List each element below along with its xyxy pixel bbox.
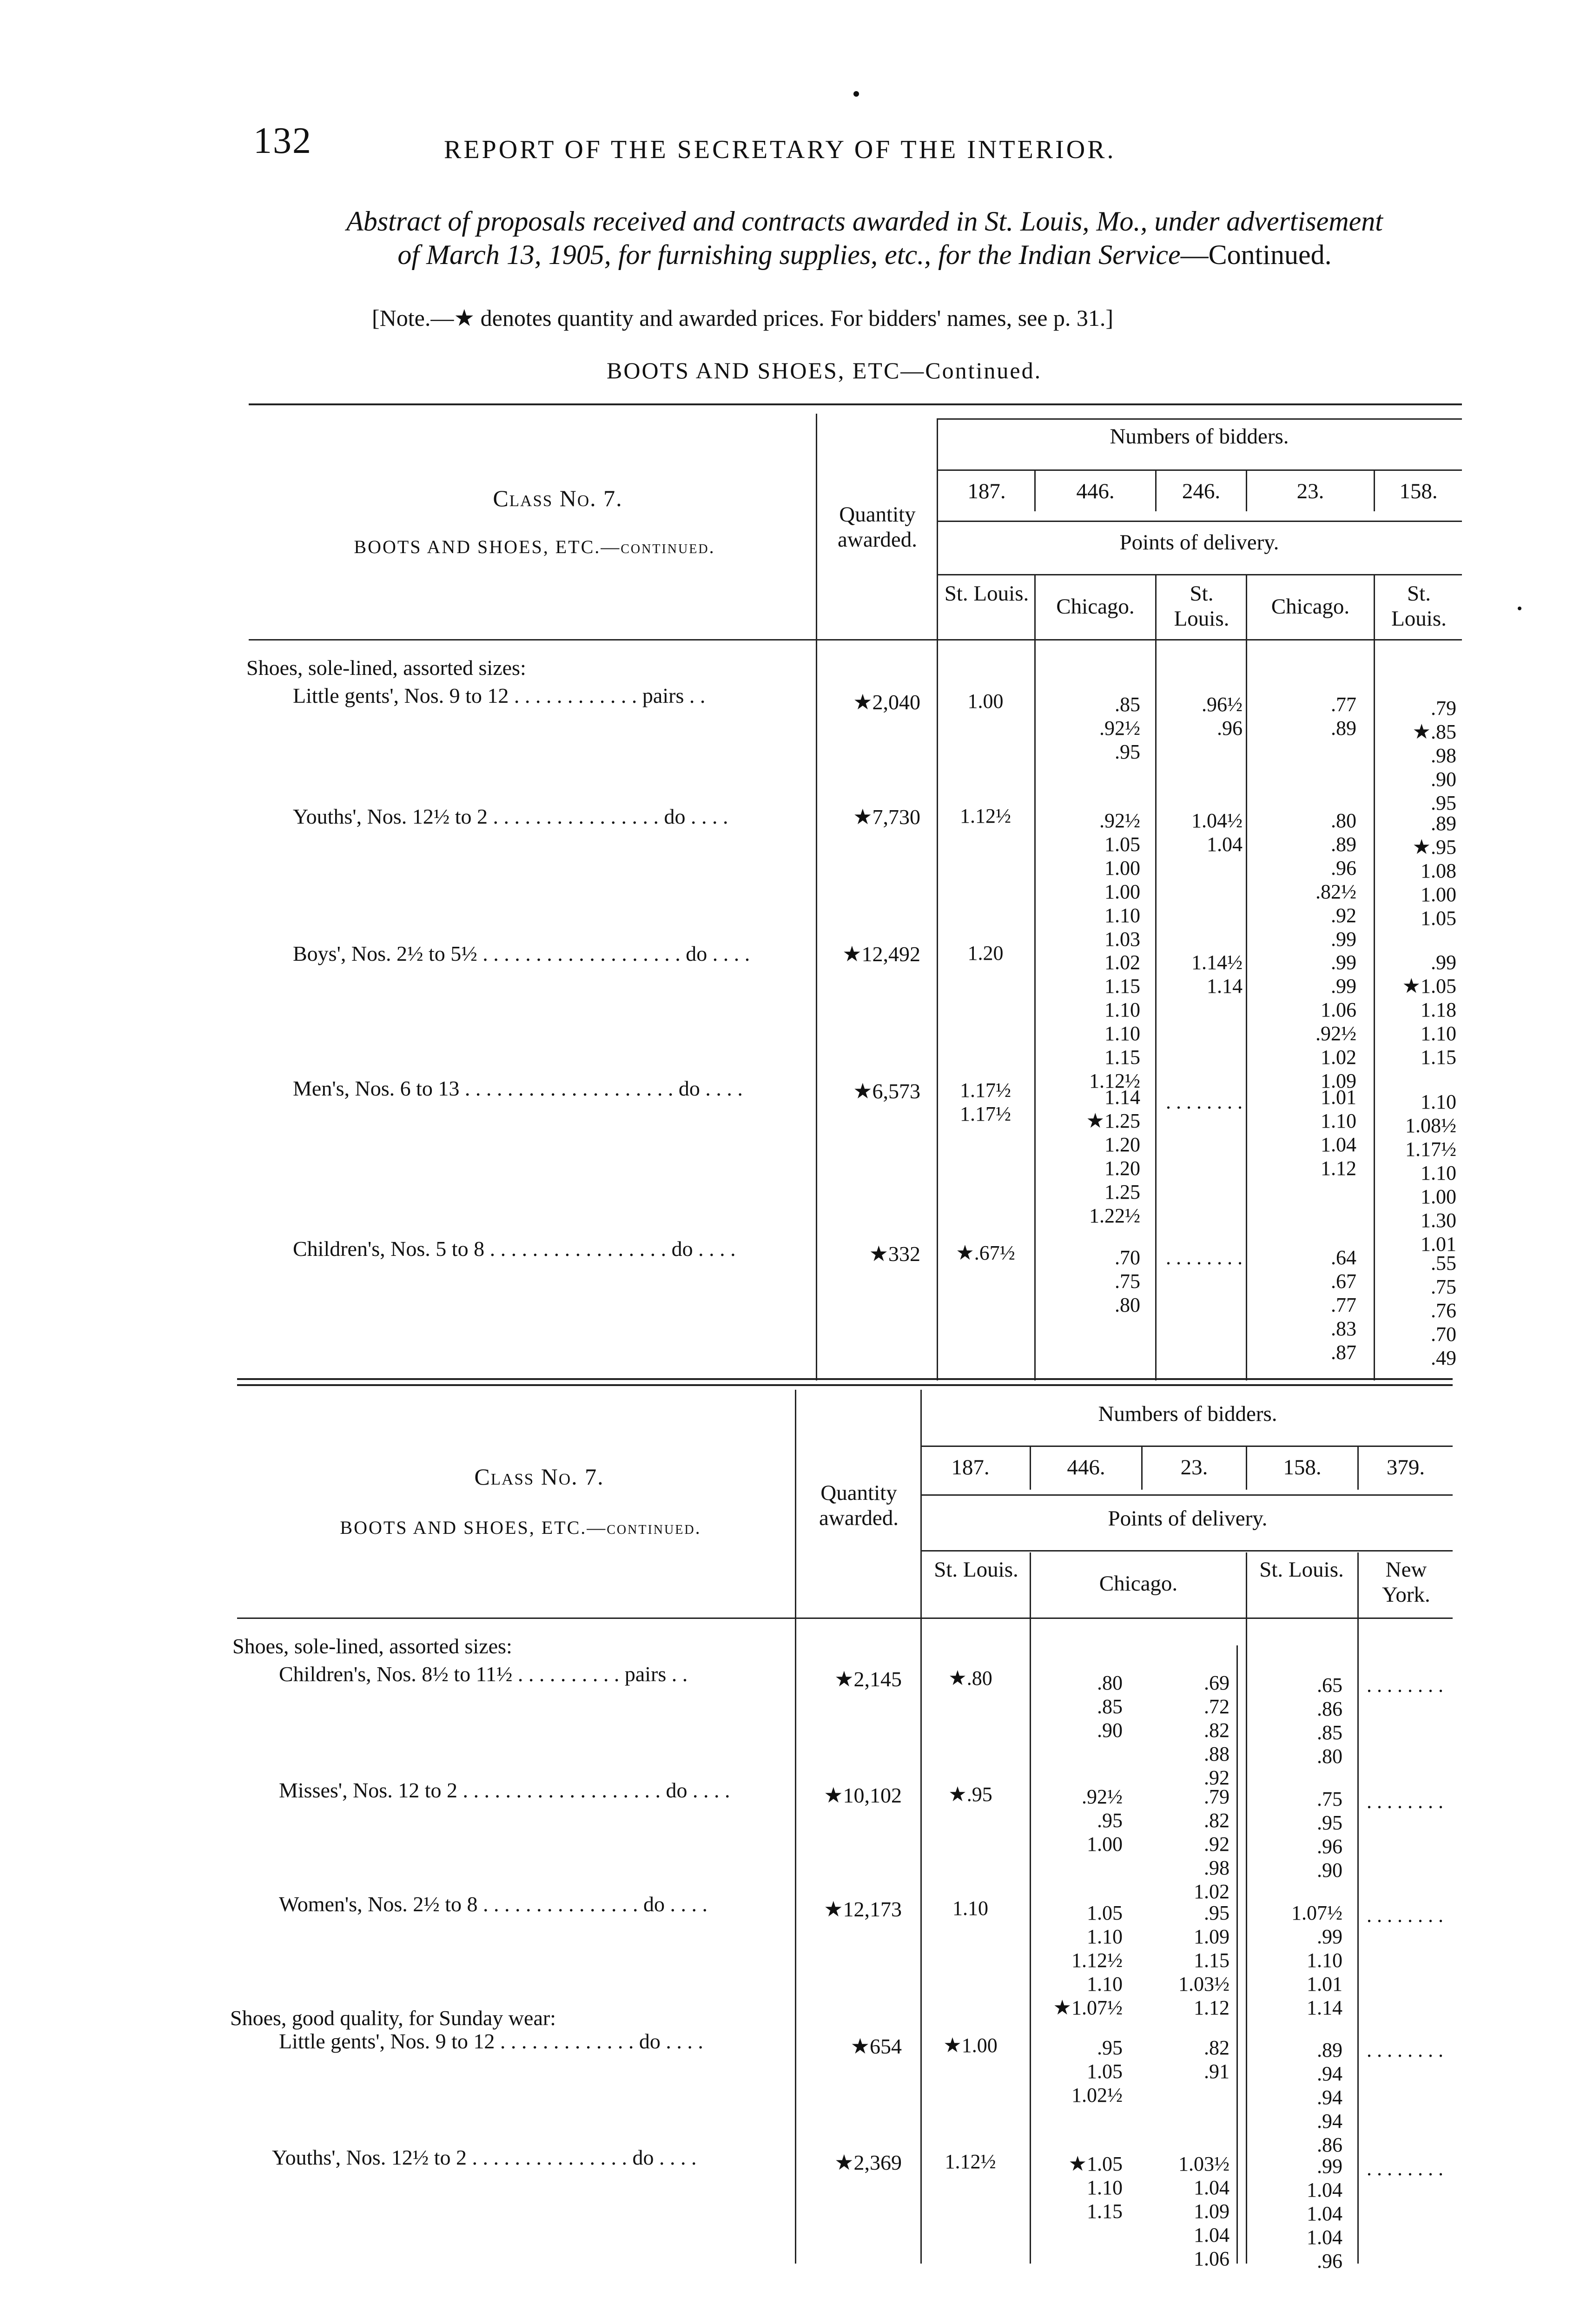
price-cell: 1.14 ★1.25 1.20 1.20 1.25 1.22½ [1086,1086,1140,1227]
table-1-class-label: Class No. 7. [493,485,623,511]
table-1-top-rule [249,403,1462,405]
note-line: [Note.—★ denotes quantity and awarded prices. For bidders' names, see p. 31.] [372,305,1114,331]
table-1-class-sub: BOOTS AND SHOES, ETC.—continued. [354,536,715,557]
price-cell: 1.07½ .99 1.10 1.01 1.14 [1291,1901,1342,2019]
table-1-hrule [937,521,1462,522]
table-2-vrule [1030,1552,1031,2264]
table-2-bidder: 158. [1283,1455,1322,1479]
price-cell: ★.95 [948,1783,992,1806]
table-2-delivery: St. Louis. [1259,1558,1344,1582]
abstract-line-2 [246,238,1483,271]
price-cell: .96½ .96 [1202,693,1243,739]
quantity-cell: ★2,040 [853,690,920,714]
price-cell: ★.67½ [956,1241,1015,1264]
abstract-line-2-italic: of March 13, 1905, for furnishing supplies, etc., for the Indian Service [397,239,1181,270]
table-1-hrule [937,469,1462,471]
table-1-bidders-header: Numbers of bidders. [1110,424,1289,449]
price-cell: . . . . . . . . [1367,1674,1443,1697]
table-1-qty-header: Quantity awarded. [838,502,917,552]
price-cell: 1.02 1.15 1.10 1.10 1.15 1.12½ [1089,951,1140,1092]
table-2-vrule [1236,1645,1238,2264]
price-cell: . . . . . . . . [1367,1790,1443,1813]
price-cell: . . . . . . . . [1166,1090,1243,1113]
table-1-bidder: 246. [1182,479,1221,503]
table-2-delivery-header: Points of delivery. [1108,1506,1268,1531]
table-2-group-heading: Shoes, sole-lined, assorted sizes: [232,1634,512,1658]
table-1-bidder: 23. [1296,479,1324,503]
table-1-hrule [937,418,1462,420]
table-2-delivery: Chicago. [1099,1571,1178,1596]
price-cell: 1.10 [952,1897,988,1920]
table-2-class-label: Class No. 7. [474,1464,604,1490]
table-1-bidder: 158. [1399,479,1438,503]
price-cell: .77 .89 [1331,693,1356,739]
price-cell: 1.05 1.10 1.12½ 1.10 ★1.07½ [1053,1901,1123,2019]
item-label: Little gents', Nos. 9 to 12 . . . . . . . . . . . . . do . . . . [279,2029,703,2053]
quantity-cell: ★332 [869,1242,920,1266]
price-cell: .89 .94 .94 .94 .86 [1317,2039,1342,2156]
item-label: Misses', Nos. 12 to 2 . . . . . . . . . . . . . . . . . . . do . . . . [279,1778,730,1802]
table-divider-rule [237,1384,1453,1386]
price-cell: .89 ★.95 1.08 1.00 1.05 [1412,812,1456,930]
price-cell: 1.17½ 1.17½ [960,1079,1011,1125]
price-cell: 1.01 1.10 1.04 1.12 [1321,1086,1356,1180]
price-cell: .55 .75 .76 .70 .49 [1431,1252,1456,1369]
table-2-hrule [920,1550,1453,1552]
abstract-caption [246,205,1483,271]
table-1-vrule [937,418,938,1380]
table-2-header-rule [237,1618,1453,1619]
item-label: Men's, Nos. 6 to 13 . . . . . . . . . . . . . . . . . . . . do . . . . [293,1076,743,1100]
price-cell: .85 .92½ .95 [1099,693,1140,763]
table-1-delivery: St. Louis. [1174,581,1230,631]
price-cell: ★.80 [948,1667,992,1690]
price-cell: .95 1.05 1.02½ [1071,2036,1123,2106]
item-label: Children's, Nos. 8½ to 11½ . . . . . . . . . . pairs . . [279,1662,688,1686]
running-title: REPORT OF THE SECRETARY OF THE INTERIOR. [444,135,1116,164]
item-label: Women's, Nos. 2½ to 8 . . . . . . . . . . . . . . . do . . . . [279,1892,708,1916]
price-cell: 1.10 1.08½ 1.17½ 1.10 1.00 1.30 1.01 [1405,1090,1456,1255]
price-cell: .69 .72 .82 .88 .92 [1204,1671,1230,1789]
price-cell: .64 .67 .77 .83 .87 [1331,1246,1356,1364]
quantity-cell: ★12,173 [824,1897,902,1921]
quantity-cell: ★7,730 [853,805,920,829]
price-cell: .82 .91 [1204,2036,1230,2083]
price-cell: ★1.00 [943,2034,998,2057]
section-title: BOOTS AND SHOES, ETC—Continued. [607,357,1042,383]
price-cell: .70 .75 .80 [1115,1246,1140,1316]
price-cell: .79 ★.85 .98 .90 .95 [1412,697,1456,814]
item-label: Youths', Nos. 12½ to 2 . . . . . . . . . . . . . . . . do . . . . [293,805,728,828]
table-1-bidder: 187. [967,479,1006,503]
table-1-vrule [816,414,817,1380]
table-2-delivery: St. Louis. [934,1558,1018,1582]
price-cell: .75 .95 .96 .90 [1317,1788,1342,1882]
abstract-line-2-end: —Continued. [1180,239,1332,270]
table-2-vrule [1357,1552,1359,2264]
table-1-delivery: Chicago. [1271,594,1350,619]
price-cell: 1.20 [967,942,1004,964]
table-1-hrule [937,574,1462,575]
item-label: Youths', Nos. 12½ to 2 . . . . . . . . . . . . . . . do . . . . [272,2146,697,2169]
price-cell: .92½ .95 1.00 [1082,1785,1123,1855]
table-2-hrule [920,1446,1453,1447]
table-1-delivery: St. Louis. [1391,581,1447,631]
price-cell: .65 .86 .85 .80 [1317,1674,1342,1768]
price-cell: 1.04½ 1.04 [1191,809,1243,856]
price-cell: .92½ 1.05 1.00 1.00 1.10 1.03 [1099,809,1140,951]
table-2-bidder: 446. [1067,1455,1105,1479]
table-2-class-sub: BOOTS AND SHOES, ETC.—continued. [340,1517,701,1538]
table-1-delivery-header: Points of delivery. [1119,530,1279,555]
table-divider-rule [237,1378,1453,1380]
price-cell: .95 1.09 1.15 1.03½ 1.12 [1178,1901,1230,2019]
price-cell: 1.12½ [960,805,1011,827]
price-cell: .80 .89 .96 .82½ .92 .99 [1316,809,1356,951]
table-1-delivery: Chicago. [1056,594,1135,619]
table-1-header-rule [249,639,1462,640]
price-cell: 1.00 [967,690,1004,713]
table-2-bidders-header: Numbers of bidders. [1098,1402,1277,1426]
item-label: Children's, Nos. 5 to 8 . . . . . . . . . . . . . . . . . do . . . . [293,1237,736,1261]
table-2-vrule [920,1390,922,2264]
speck [853,91,859,97]
table-2-hrule [920,1494,1453,1496]
price-cell: .79 .82 .92 .98 1.02 [1194,1785,1230,1903]
table-2-group-heading: Shoes, good quality, for Sunday wear: [230,2006,556,2030]
price-cell: .80 .85 .90 [1097,1671,1123,1742]
price-cell: ★1.05 1.10 1.15 [1068,2152,1123,2223]
price-cell: .99 1.04 1.04 1.04 .96 [1307,2155,1342,2272]
abstract-line-1: Abstract of proposals received and contracts awarded in St. Louis, Mo., under advertisement [346,206,1383,237]
item-label: Boys', Nos. 2½ to 5½ . . . . . . . . . . . . . . . . . . . do . . . . [293,942,750,965]
price-cell: .99 ★1.05 1.18 1.10 1.15 [1402,951,1456,1069]
price-cell: . . . . . . . . [1367,1904,1443,1927]
page-number: 132 [253,120,312,161]
quantity-cell: ★6,573 [853,1079,920,1103]
price-cell: .99 .99 1.06 .92½ 1.02 1.09 [1316,951,1356,1092]
quantity-cell: ★2,145 [834,1667,902,1691]
quantity-cell: ★12,492 [842,942,920,966]
speck [1518,607,1521,610]
price-cell: . . . . . . . . [1367,2157,1443,2180]
price-cell: 1.03½ 1.04 1.09 1.04 1.06 [1178,2152,1230,2270]
price-cell: . . . . . . . . [1367,2039,1443,2061]
table-2-bidder: 379. [1386,1455,1425,1479]
quantity-cell: ★2,369 [834,2151,902,2174]
price-cell: . . . . . . . . [1166,1246,1243,1269]
table-2-delivery: New York. [1382,1558,1430,1607]
table-1-group-heading: Shoes, sole-lined, assorted sizes: [246,656,526,680]
price-cell: 1.12½ [945,2150,996,2173]
quantity-cell: ★10,102 [824,1783,902,1807]
table-2-qty-header: Quantity awarded. [819,1481,899,1530]
table-2-bidder: 23. [1180,1455,1208,1479]
table-2-bidder: 187. [951,1455,990,1479]
item-label: Little gents', Nos. 9 to 12 . . . . . . . . . . . . pairs . . [293,684,706,707]
price-cell: 1.14½ 1.14 [1191,951,1243,997]
table-1-bidder: 446. [1076,479,1115,503]
table-1-delivery: St. Louis. [944,581,1029,606]
table-2-vrule [795,1390,796,2264]
quantity-cell: ★654 [850,2034,902,2058]
